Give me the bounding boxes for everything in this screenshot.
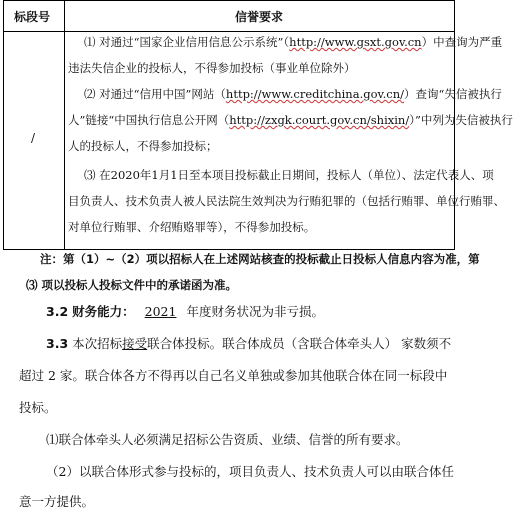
table-border-left: [3, 0, 4, 250]
table-column-divider: [64, 0, 65, 250]
requirement-line-7: 目负责人、技术负责人被人民法院生效判决为行贿犯罪的（包括行贿罪、单位行贿罪、: [68, 194, 505, 208]
section-3-3-line-1: [46, 336, 451, 352]
requirement-line-1: ⑴ 对通过“国家企业信用信息公示系统”（http://www.gsxt.gov.cn）中查询为严重: [84, 35, 503, 49]
section-3-3-item-2-line-2: 意一方提供。: [19, 494, 95, 509]
section-3-3-text-c: 联合体投标。联合体成员（含联合体牵头人） 家数须不: [147, 336, 452, 351]
section-3-2-text: 年度财务状况为非亏损。: [186, 304, 324, 319]
section-3-2-number: 3.2: [46, 304, 69, 319]
section-3-3-line-3: 投标。: [19, 400, 57, 415]
header-section-number: 标段号: [14, 10, 51, 24]
requirement-line-6: ⑶ 在2020年1月1日至本项目投标截止日期间，投标人（单位）、法定代表人、项: [84, 168, 494, 182]
requirement-line-8: 对单位行贿罪、介绍贿赂罪等），不得参加投标。: [68, 220, 316, 234]
table-border-bottom: [3, 249, 455, 250]
requirement-line-5: 人的投标人，不得参加投标；: [68, 139, 218, 153]
requirement-line-3: ⑵ 对通过“信用中国”网站（http://www.creditchina.gov.cn/）查询“失信被执行: [84, 87, 502, 101]
section-number-value: /: [31, 131, 36, 145]
section-3-3-line-2: 超过 2 家。联合体各方不得再以自己名义单独或参加其他联合体在同一标段中: [19, 368, 448, 383]
header-credit-requirements: 信誉要求: [235, 10, 284, 24]
note-line-2: ⑶ 项以投标人投标文件中的承诺函为准。: [26, 278, 238, 292]
section-3-3-item-2-line-1: （2）以联合体形式参与投标的，项目负责人、技术负责人可以由联合体任: [46, 464, 454, 479]
section-3-3-item-1: ⑴联合体牵头人必须满足招标公告资质、业绩、信誉的所有要求。: [46, 432, 409, 447]
section-3-3-text-a: 本次招标: [72, 336, 123, 351]
requirement-line-2: 违法失信企业的投标人，不得参加投标（事业单位除外）: [68, 61, 356, 75]
section-3-2: [46, 304, 324, 320]
financial-year: 2021: [144, 304, 177, 319]
note-line-1: 注：第（1）~（2）项以招标人在上述网站核查的投标截止日投标人信息内容为准，第: [40, 252, 480, 266]
section-3-3-number: 3.3: [46, 336, 69, 351]
requirement-line-4: 人”链接“中国执行信息公开网（http://zxgk.court.gov.cn/shixin/）”中列为失信被执行: [68, 113, 513, 127]
section-3-2-title: 财务能力：: [72, 304, 135, 319]
table-border-top: [3, 0, 455, 1]
table-header-divider: [3, 31, 455, 32]
section-3-3-accept: 接受: [122, 336, 148, 351]
